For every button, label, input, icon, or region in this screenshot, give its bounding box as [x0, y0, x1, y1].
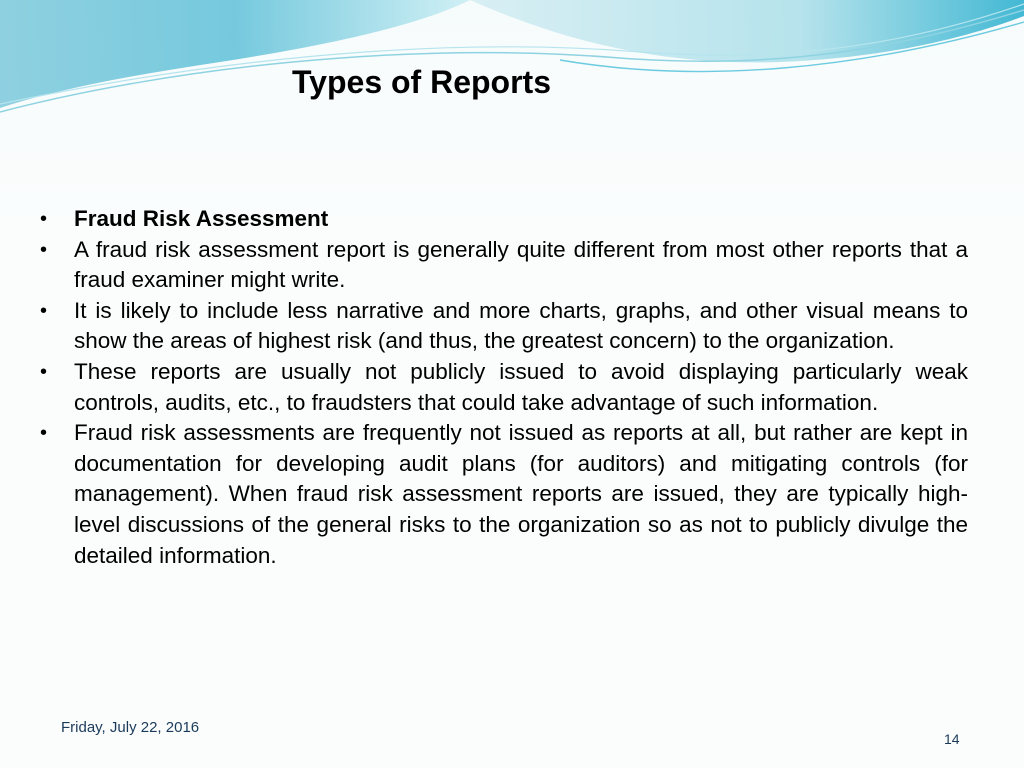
footer-date: Friday, July 22, 2016 [61, 719, 200, 736]
bullet-icon: • [40, 299, 48, 322]
bullet-list [40, 204, 968, 571]
bullet-item [40, 296, 968, 357]
bullet-text: These reports are usually not publicly issued to avoid displaying particularly weak controls, audits, etc., to fraudsters that could take advantage of such information. [74, 358, 968, 415]
bullet-icon: • [40, 422, 48, 445]
bullet-text: Fraud risk assessments are frequently not issued as reports at all, but rather are kept in documentation for developing audit plans (for auditors) and mitigating controls (for management). When fraud risk assessment reports are issued, they are typically high-level discussions of the general risks to the organization so as not to publicly divulge the detailed information. [74, 420, 968, 568]
bullet-text: A fraud risk assessment report is generally quite different from most other reports that a fraud examiner might write. [74, 236, 968, 293]
bullet-icon: • [40, 208, 48, 230]
bullet-item [40, 418, 968, 571]
bullet-icon: • [40, 360, 48, 383]
bullet-item [40, 204, 968, 235]
bullet-item [40, 235, 968, 296]
bullet-icon: • [40, 238, 48, 261]
slide-title: Types of Reports [292, 64, 551, 100]
bullet-text: Fraud Risk Assessment [74, 206, 329, 231]
bullet-text: It is likely to include less narrative and more charts, graphs, and other visual means to show the areas of highest risk (and thus, the greatest concern) to the organization. [74, 297, 968, 354]
bullet-item [40, 357, 968, 418]
page-number: 14 [944, 731, 960, 747]
